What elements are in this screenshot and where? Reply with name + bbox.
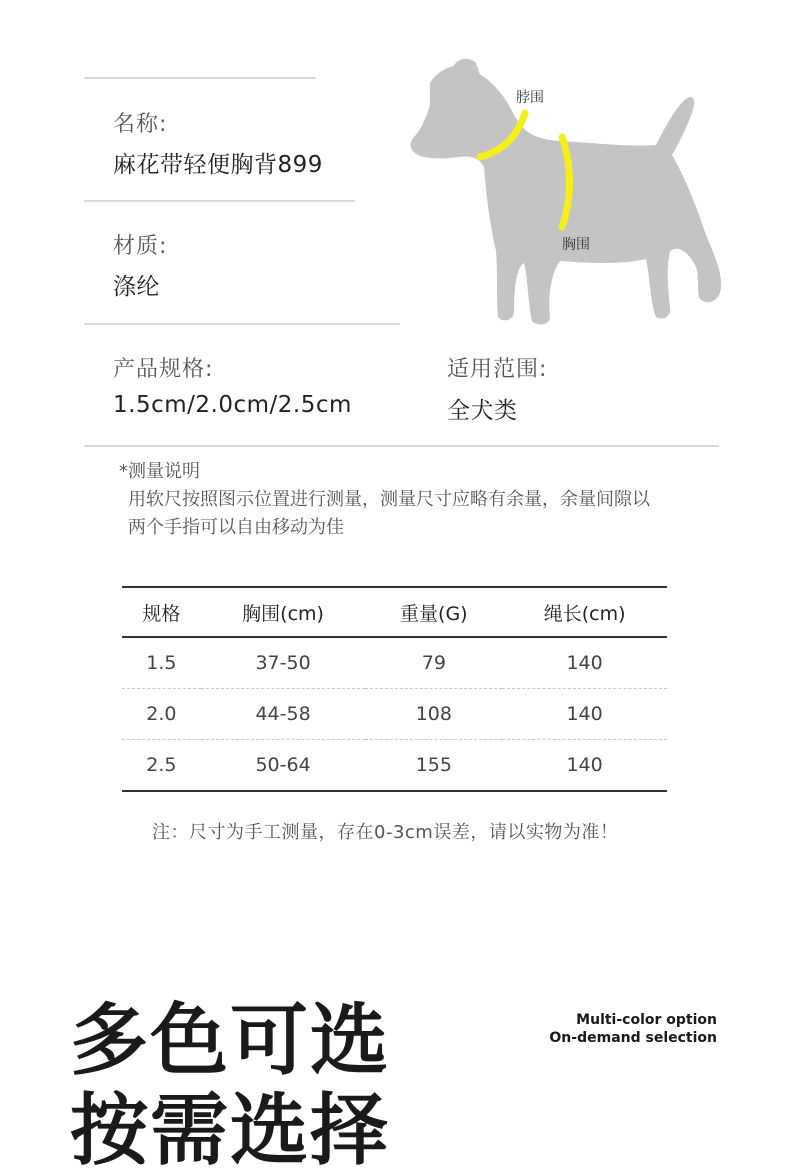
divider-material [84,323,400,325]
spec-value: 1.5cm/2.0cm/2.5cm [113,392,352,418]
cell-rope-length: 140 [502,637,667,689]
cell-rope-length: 140 [502,689,667,740]
footnote: 注：尺寸为手工测量，存在0-3cm误差，请以实物为准！ [152,822,619,843]
cell-spec: 2.5 [122,740,201,792]
cell-spec: 1.5 [122,637,201,689]
header-weight: 重量(G) [365,587,502,637]
table-row [122,637,667,689]
dog-harness-diagram [400,55,730,330]
measure-line2: 两个手指可以自由移动为佳 [128,517,344,538]
cell-chest: 50-64 [201,740,366,792]
cell-weight: 108 [365,689,502,740]
table-row [122,740,667,792]
banner-title-line2: 按需选择 [70,1086,391,1176]
header-spec: 规格 [122,587,201,637]
cell-rope-length: 140 [502,740,667,792]
header-rope-length: 绳长(cm) [502,587,667,637]
cell-spec: 2.0 [122,689,201,740]
name-value: 麻花带轻便胸背899 [113,152,323,178]
cell-chest: 37-50 [201,637,366,689]
measure-title: *测量说明 [119,461,200,482]
suitable-label: 适用范围: [447,357,548,382]
table-row [122,689,667,740]
divider-spec [84,445,719,447]
cell-chest: 44-58 [201,689,366,740]
header-chest: 胸围(cm) [201,587,366,637]
divider-name [84,200,355,202]
cell-weight: 155 [365,740,502,792]
name-label: 名称: [113,112,168,137]
chest-label: 胸围 [562,237,590,253]
suitable-value: 全犬类 [447,398,518,424]
divider-top [84,77,316,79]
banner-english-line2: On-demand selection [549,1030,717,1046]
table-header-row [122,587,667,637]
measure-line1: 用软尺按照图示位置进行测量，测量尺寸应略有余量，余量间隙以 [128,489,650,510]
spec-label: 产品规格: [113,357,214,382]
neck-label: 脖围 [516,90,544,106]
cell-weight: 79 [365,637,502,689]
banner-title-line1: 多色可选 [70,996,391,1086]
banner-english-line1: Multi-color option [576,1012,717,1028]
material-label: 材质: [113,234,168,259]
material-value: 涤纶 [113,274,160,300]
size-table [122,586,667,792]
banner-english [549,1011,717,1047]
